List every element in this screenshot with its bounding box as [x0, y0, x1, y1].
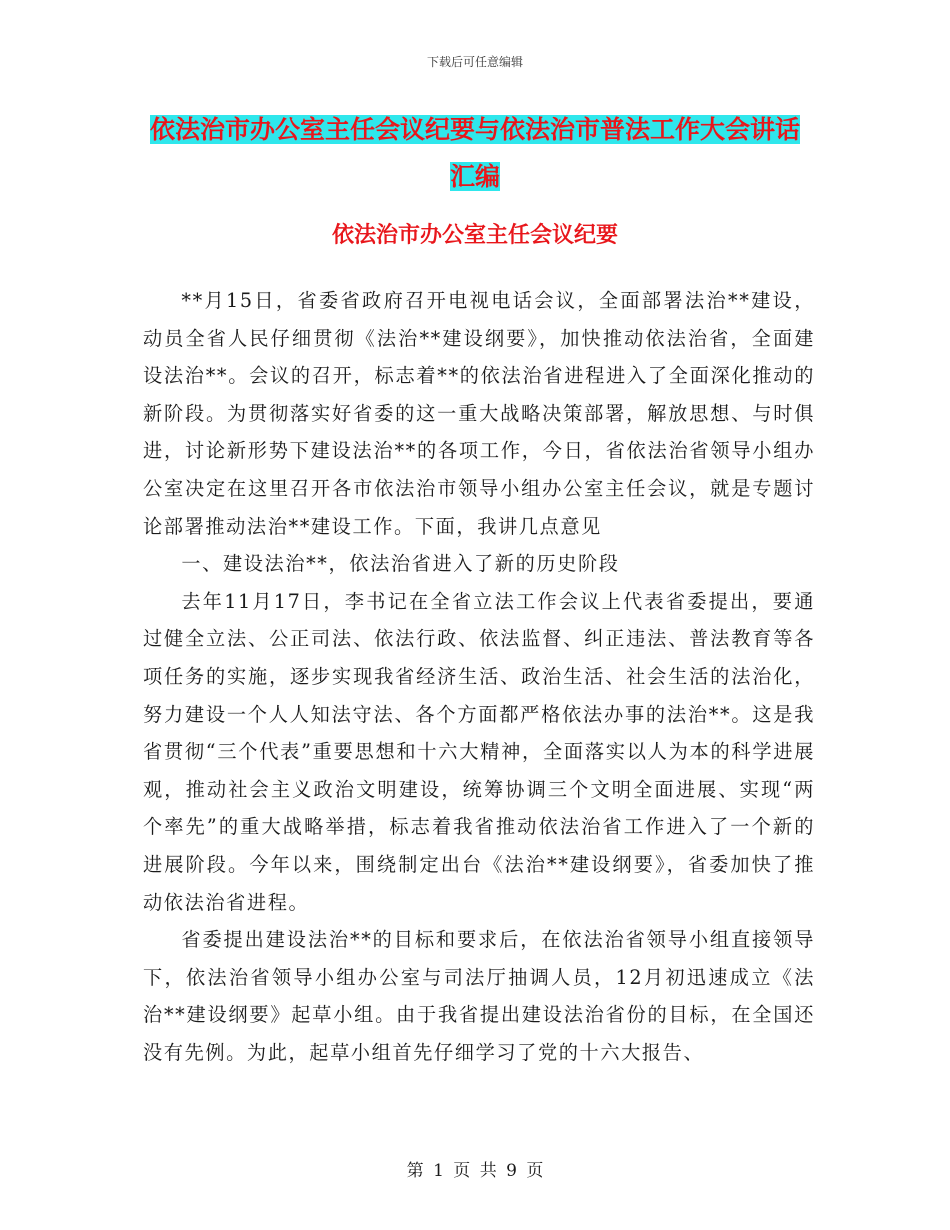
paragraph-2: 一、建设法治**，依法治省进入了新的历史阶段: [181, 552, 620, 576]
document-title-text: 依法治市办公室主任会议纪要与依法治市普法工作大会讲话汇编: [149, 115, 800, 191]
paragraph-3: 去年11月17日，李书记在全省立法工作会议上代表省委提出，要通过健全立法、公正司法、依法行政、依法监督、纠正违法、普法教育等各项任务的实施，逐步实现我省经济生活、政治生活、社会生活的法治化，努力建设一个人人知法守法、各个方面都严格依法办事的法治**。这是我省贯彻“三个代表”重要思想和十六大精神，全面落实以人为本的科学进展观，推动社会主义政治文明建设，统筹协调三个文明全面进展、实现“两个率先”的重大战略举措，标志着我省推动依法治省工作进入了一个新的进展阶段。今年以来，围绕制定出台《法治**建设纲要》，省委加快了推动依法治省进程。: [143, 589, 815, 914]
header-note: 下载后可任意编辑: [426, 55, 523, 69]
document-body: [143, 282, 815, 1071]
page-footer: 第 1 页 共 9 页: [406, 1161, 544, 1181]
paragraph-1: **月15日，省委省政府召开电视电话会议，全面部署法治**建设，动员全省人民仔细贯彻《法治**建设纲要》，加快推动依法治省，全面建设法治**。会议的召开，标志着**的依法治省进程进入了全面深化推动的新阶段。为贯彻落实好省委的这一重大战略决策部署，解放思想、与时俱进，讨论新形势下建设法治**的各项工作，今日，省依法治省领导小组办公室决定在这里召开各市依法治市领导小组办公室主任会议，就是专题讨论部署推动法治**建设工作。下面，我讲几点意见: [143, 289, 815, 538]
document-title: [140, 106, 810, 200]
paragraph-4: 省委提出建设法治**的目标和要求后，在依法治省领导小组直接领导下，依法治省领导小组办公室与司法厅抽调人员，12月初迅速成立《法治**建设纲要》起草小组。由于我省提出建设法治省份的目标，在全国还没有先例。为此，起草小组首先仔细学习了党的十六大报告、: [143, 928, 815, 1064]
section-title: 依法治市办公室主任会议纪要: [331, 222, 618, 248]
